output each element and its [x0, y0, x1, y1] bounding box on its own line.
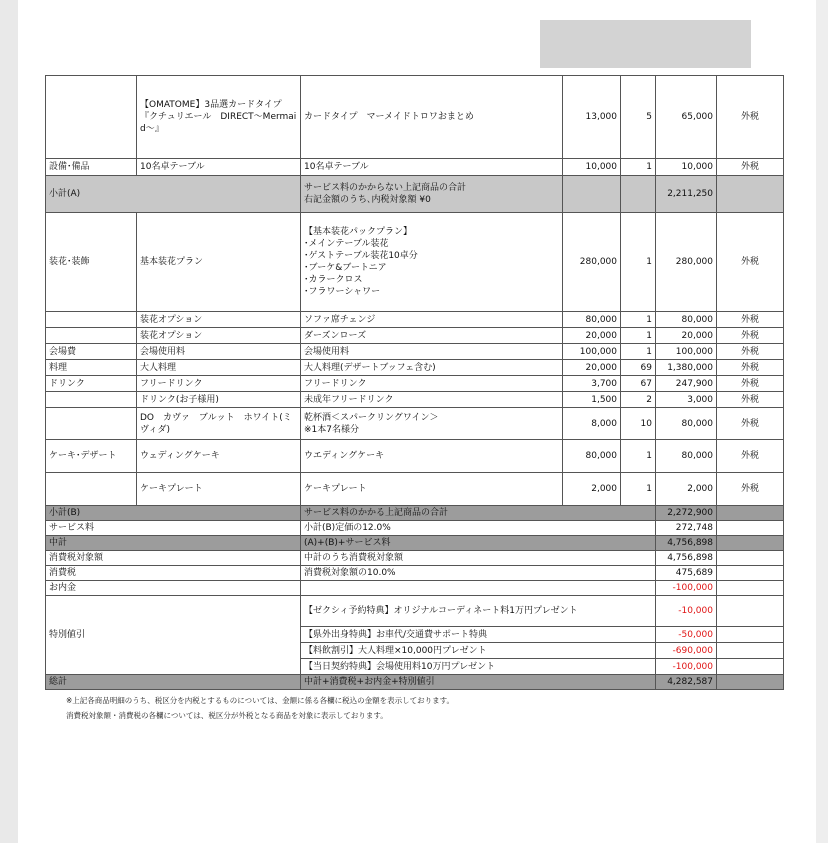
amount-cell: 10,000 [656, 159, 717, 176]
footnote-line: ※上記各商品明細のうち、税区分を内税とするものについては、金額に係る各欄に税込の金額を表示しております。 [66, 696, 455, 705]
quantity-cell: 1 [621, 473, 656, 506]
tax-type-cell: 外税 [717, 76, 784, 159]
product-cell: 装花オプション [137, 312, 301, 328]
discount-amount: -690,000 [656, 643, 717, 659]
product-cell: 装花オプション [137, 328, 301, 344]
quantity-cell: 1 [621, 312, 656, 328]
estimate-table [45, 75, 784, 690]
summary-row [46, 521, 784, 536]
tax-type-cell: 外税 [717, 376, 784, 392]
summary-label: 消費税対象額 [46, 551, 301, 566]
summary-amount: -100,000 [656, 581, 717, 596]
table-row [46, 159, 784, 176]
unit-price-cell: 20,000 [563, 360, 621, 376]
detail-cell: 会場使用料 [301, 344, 563, 360]
amount-cell: 100,000 [656, 344, 717, 360]
table-row [46, 408, 784, 440]
summary-row [46, 566, 784, 581]
detail-cell: 大人料理(デザートブッフェ含む) [301, 360, 563, 376]
quantity-cell: 2 [621, 392, 656, 408]
quantity-cell: 69 [621, 360, 656, 376]
category-cell: 装花･装飾 [46, 213, 137, 312]
discount-detail: 【ゼクシィ予約特典】オリジナルコーディネート料1万円プレゼント [301, 596, 656, 627]
product-cell: 10名卓テーブル [137, 159, 301, 176]
grand-total-detail: 中計+消費税+お内金+特別値引 [301, 675, 656, 690]
discount-row [46, 596, 784, 627]
table-row [46, 392, 784, 408]
summary-amount: 272,748 [656, 521, 717, 536]
quantity-cell: 1 [621, 440, 656, 473]
tax-type-cell: 外税 [717, 392, 784, 408]
quantity-cell: 10 [621, 408, 656, 440]
category-cell: 会場費 [46, 344, 137, 360]
unit-price-cell: 80,000 [563, 440, 621, 473]
category-cell: ドリンク [46, 376, 137, 392]
summary-detail: サービス料のかかる上記商品の合計 [301, 506, 656, 521]
subtotal-row [46, 176, 784, 213]
subtotal-label: 小計(A) [46, 176, 301, 213]
table-row [46, 473, 784, 506]
unit-price-cell: 20,000 [563, 328, 621, 344]
tax-type-cell: 外税 [717, 159, 784, 176]
detail-cell: 【基本装花パックプラン】 ･メインテーブル装花 ･ゲストテーブル装花10卓分 ･ブーケ&ブートニア ･カラークロス ･フラワーシャワー [301, 213, 563, 312]
summary-label: 消費税 [46, 566, 301, 581]
product-cell: 基本装花プラン [137, 213, 301, 312]
category-cell [46, 76, 137, 159]
detail-cell: 10名卓テーブル [301, 159, 563, 176]
unit-price-cell: 280,000 [563, 213, 621, 312]
summary-amount: 4,756,898 [656, 551, 717, 566]
product-cell: ドリンク(お子様用) [137, 392, 301, 408]
quantity-cell: 1 [621, 328, 656, 344]
category-cell: 料理 [46, 360, 137, 376]
grand-total-amount: 4,282,587 [656, 675, 717, 690]
amount-cell: 1,380,000 [656, 360, 717, 376]
unit-price-cell: 80,000 [563, 312, 621, 328]
unit-price-cell: 3,700 [563, 376, 621, 392]
summary-label: サービス料 [46, 521, 301, 536]
amount-cell: 3,000 [656, 392, 717, 408]
unit-price-cell: 2,000 [563, 473, 621, 506]
category-cell: ケーキ･デザート [46, 440, 137, 473]
discount-detail: 【当日契約特典】会場使用料10万円プレゼント [301, 659, 656, 675]
tax-type-cell: 外税 [717, 473, 784, 506]
unit-price-cell: 8,000 [563, 408, 621, 440]
tax-type-cell: 外税 [717, 312, 784, 328]
product-cell: DO カヴァ ブルット ホワイト(ミヴィダ) [137, 408, 301, 440]
quantity-cell: 1 [621, 213, 656, 312]
subtotal-detail: サービス料のかからない上記商品の合計 右記金額のうち､内税対象額 ¥0 [301, 176, 563, 213]
table-row [46, 376, 784, 392]
detail-cell: 未成年フリードリンク [301, 392, 563, 408]
detail-cell: ケーキプレート [301, 473, 563, 506]
unit-price-cell: 10,000 [563, 159, 621, 176]
page-left-margin [0, 0, 18, 843]
table-row [46, 312, 784, 328]
quantity-cell: 1 [621, 344, 656, 360]
summary-label: 小計(B) [46, 506, 301, 521]
summary-label: お内金 [46, 581, 301, 596]
table-row [46, 344, 784, 360]
grand-total-label: 総計 [46, 675, 301, 690]
quantity-cell: 1 [621, 159, 656, 176]
summary-amount: 475,689 [656, 566, 717, 581]
amount-cell: 80,000 [656, 440, 717, 473]
discount-amount: -10,000 [656, 596, 717, 627]
summary-detail: (A)+(B)+サービス料 [301, 536, 656, 551]
detail-cell: フリードリンク [301, 376, 563, 392]
product-cell: 【OMATOME】3品選カードタイプ『クチュリエール DIRECT～Mermaid～』 [137, 76, 301, 159]
amount-cell: 280,000 [656, 213, 717, 312]
detail-cell: ウエディングケーキ [301, 440, 563, 473]
amount-cell: 65,000 [656, 76, 717, 159]
tax-type-cell: 外税 [717, 328, 784, 344]
summary-amount: 2,272,900 [656, 506, 717, 521]
discount-amount: -50,000 [656, 627, 717, 643]
table-row [46, 328, 784, 344]
product-cell: 大人料理 [137, 360, 301, 376]
summary-detail: 小計(B)定価の12.0% [301, 521, 656, 536]
discount-detail: 【県外出身特典】お車代/交通費サポート特典 [301, 627, 656, 643]
footnotes [66, 693, 454, 723]
summary-row [46, 536, 784, 551]
amount-cell: 80,000 [656, 312, 717, 328]
tax-type-cell: 外税 [717, 213, 784, 312]
redacted-block [540, 20, 751, 68]
unit-price-cell: 100,000 [563, 344, 621, 360]
tax-type-cell: 外税 [717, 440, 784, 473]
amount-cell: 247,900 [656, 376, 717, 392]
table-row [46, 440, 784, 473]
table-row [46, 76, 784, 159]
product-cell: フリードリンク [137, 376, 301, 392]
detail-cell: 乾杯酒＜スパークリングワイン＞ ※1本7名様分 [301, 408, 563, 440]
summary-detail: 中計のうち消費税対象額 [301, 551, 656, 566]
detail-cell: カードタイプ マーメイドトロワおまとめ [301, 76, 563, 159]
discount-detail: 【料飲割引】大人料理×10,000円プレゼント [301, 643, 656, 659]
summary-row [46, 581, 784, 596]
detail-cell: ソファ席チェンジ [301, 312, 563, 328]
quantity-cell: 5 [621, 76, 656, 159]
detail-cell: ダーズンローズ [301, 328, 563, 344]
unit-price-cell: 1,500 [563, 392, 621, 408]
table-row [46, 360, 784, 376]
subtotal-row [46, 506, 784, 521]
table-row [46, 213, 784, 312]
summary-label: 中計 [46, 536, 301, 551]
unit-price-cell: 13,000 [563, 76, 621, 159]
quantity-cell: 67 [621, 376, 656, 392]
footnote-line: 消費税対象額・消費税の各欄については、税区分が外税となる商品を対象に表示しております。 [66, 711, 388, 720]
product-cell: 会場使用料 [137, 344, 301, 360]
grand-total-row [46, 675, 784, 690]
summary-row [46, 551, 784, 566]
amount-cell: 80,000 [656, 408, 717, 440]
summary-amount: 4,756,898 [656, 536, 717, 551]
discount-amount: -100,000 [656, 659, 717, 675]
subtotal-amount: 2,211,250 [656, 176, 717, 213]
product-cell: ウェディングケーキ [137, 440, 301, 473]
tax-type-cell: 外税 [717, 360, 784, 376]
tax-type-cell: 外税 [717, 344, 784, 360]
summary-label: 特別値引 [46, 596, 301, 675]
amount-cell: 2,000 [656, 473, 717, 506]
summary-detail: 消費税対象額の10.0% [301, 566, 656, 581]
tax-type-cell: 外税 [717, 408, 784, 440]
product-cell: ケーキプレート [137, 473, 301, 506]
category-cell: 設備･備品 [46, 159, 137, 176]
page-right-margin [816, 0, 828, 843]
amount-cell: 20,000 [656, 328, 717, 344]
